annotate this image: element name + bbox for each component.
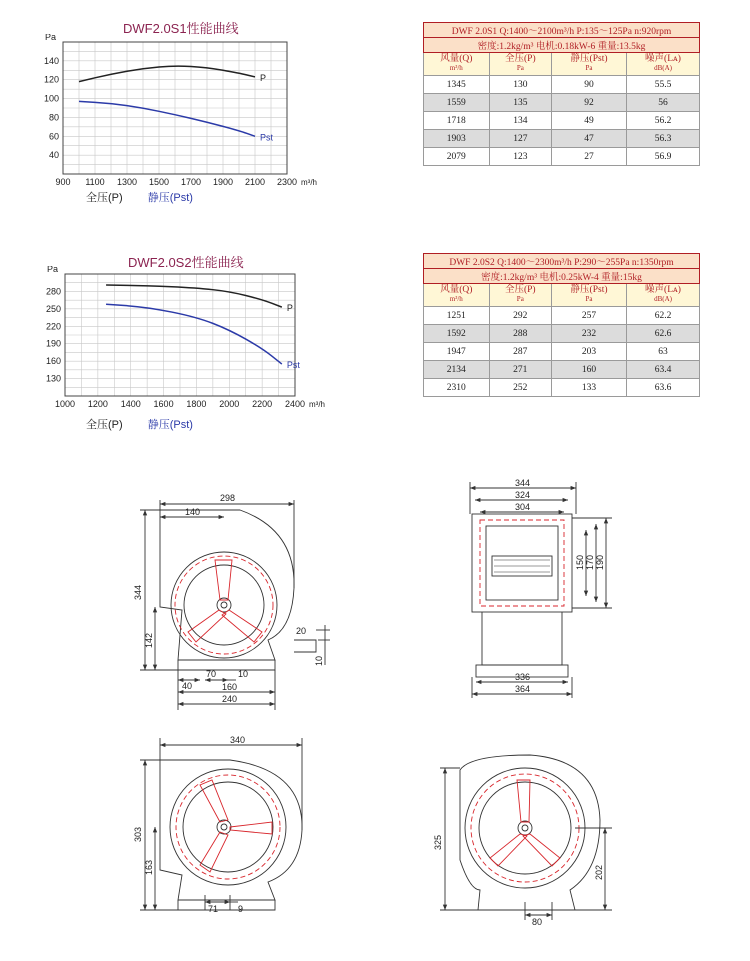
spec-table-s2 <box>423 253 700 397</box>
x-tick-label: 2400 <box>284 399 306 409</box>
x-tick-label: 1700 <box>180 177 202 187</box>
series-label-pst: Pst <box>260 132 274 143</box>
x-unit-label: m³/h <box>301 178 317 187</box>
dim-9: 9 <box>238 904 244 914</box>
dim-170: 170 <box>585 554 595 570</box>
table-row: 2134 271 160 63.4 <box>424 361 700 379</box>
series-label-pst: Pst <box>286 360 300 371</box>
y-tick-label: 130 <box>45 373 61 384</box>
x-tick-label: 1400 <box>120 399 141 409</box>
dim-325: 325 <box>433 834 443 850</box>
chart-s2 <box>30 266 360 424</box>
spec-header-1: DWF 2.0S1 Q:1400～2100m³/h P:135～125Pa n:920rpm <box>424 23 700 38</box>
dim-150: 150 <box>575 554 585 570</box>
y-tick-label: 160 <box>45 356 61 367</box>
dim-336: 336 <box>515 672 531 682</box>
dim-140: 140 <box>185 507 201 517</box>
dim-303: 303 <box>133 826 143 842</box>
dim-304: 304 <box>515 502 531 512</box>
drawing-4-side-view <box>440 755 612 920</box>
col-q: 风量(Q) m³/h <box>424 284 490 307</box>
table-row: 1718 134 49 56.2 <box>424 112 700 130</box>
dim-160: 160 <box>222 682 238 692</box>
legend-pst: 静压(Pst) <box>147 419 193 431</box>
table-row: 2079 123 27 56.9 <box>424 148 700 166</box>
x-tick-label: 2000 <box>219 399 240 409</box>
y-tick-label: 190 <box>45 338 61 349</box>
legend-p: 全压(P) <box>86 192 123 204</box>
spec-header-1: DWF 2.0S2 Q:1400～2300m³/h P:290～255Pa n:1350rpm <box>424 254 700 269</box>
drawing-2-front-view <box>470 482 612 698</box>
spec-header-2: 密度:1.2kg/m³ 电机:0.25kW-4 重量:15kg <box>424 269 700 284</box>
y-tick-label: 100 <box>43 93 59 104</box>
chart-s1-title: DWF2.0S1性能曲线 <box>123 21 239 36</box>
dim-240: 240 <box>222 694 238 704</box>
dim-20: 20 <box>296 626 307 636</box>
table-row: 1592 288 232 62.6 <box>424 325 700 343</box>
x-tick-label: 1300 <box>116 177 138 187</box>
y-tick-label: 120 <box>43 74 59 85</box>
y-tick-label: 60 <box>48 131 59 142</box>
dim-202: 202 <box>594 864 604 880</box>
table-row: 1903 127 47 56.3 <box>424 130 700 148</box>
chart-s2-legend <box>86 416 193 432</box>
y-tick-label: 220 <box>45 321 61 332</box>
spec-table-s1 <box>423 22 700 166</box>
series-label-p: P <box>260 72 267 83</box>
x-tick-label: 1500 <box>148 177 170 187</box>
y-axis-label: Pa <box>45 34 57 42</box>
drawing-1-side-view <box>140 500 330 710</box>
y-tick-label: 280 <box>45 286 61 297</box>
dim-70: 70 <box>206 669 217 679</box>
x-tick-label: 1900 <box>212 177 234 187</box>
x-tick-label: 1000 <box>54 399 76 409</box>
chart-s1-legend <box>86 189 193 205</box>
dim-142: 142 <box>144 632 154 648</box>
col-pst: 静压(Pst) Pa <box>552 284 627 307</box>
dim-40: 40 <box>182 681 193 691</box>
y-tick-label: 250 <box>45 303 61 314</box>
chart-s2-title: DWF2.0S2性能曲线 <box>128 255 244 270</box>
y-tick-label: 80 <box>48 112 59 123</box>
col-q: 风量(Q) m³/h <box>424 53 490 76</box>
table-row: 2310 252 133 63.6 <box>424 379 700 397</box>
col-noise: 噪声(Lᴀ) dB(A) <box>627 284 700 307</box>
dim-80: 80 <box>532 917 543 927</box>
chart-s1 <box>30 34 360 214</box>
y-tick-label: 40 <box>48 150 59 161</box>
col-p: 全压(P) Pa <box>489 284 551 307</box>
series-line-p <box>79 66 255 81</box>
legend-pst: 静压(Pst) <box>147 192 193 204</box>
x-tick-label: 1200 <box>87 399 108 409</box>
y-axis-label: Pa <box>47 266 59 274</box>
table-row: 1947 287 203 63 <box>424 343 700 361</box>
y-tick-label: 140 <box>43 55 59 66</box>
x-tick-label: 1800 <box>186 399 207 409</box>
x-tick-label: 1100 <box>85 177 105 187</box>
col-pst: 静压(Pst) Pa <box>552 53 627 76</box>
drawing-3-side-view <box>140 738 302 910</box>
table-row: 1559 135 92 56 <box>424 94 700 112</box>
series-line-p <box>106 285 282 307</box>
dim-10-right: 10 <box>314 655 324 666</box>
dimension-drawings <box>0 470 750 961</box>
x-tick-label: 2200 <box>252 399 273 409</box>
dim-344-top: 344 <box>515 478 531 488</box>
x-tick-label: 2100 <box>244 177 266 187</box>
x-tick-label: 1600 <box>153 399 174 409</box>
col-noise: 噪声(Lᴀ) dB(A) <box>627 53 700 76</box>
dim-324: 324 <box>515 490 531 500</box>
table-row: 1251 292 257 62.2 <box>424 307 700 325</box>
dim-10: 10 <box>238 669 249 679</box>
dim-298: 298 <box>220 493 236 503</box>
col-p: 全压(P) Pa <box>489 53 551 76</box>
dim-190: 190 <box>595 554 605 570</box>
series-line-pst <box>106 304 282 364</box>
x-tick-label: 900 <box>55 177 71 187</box>
x-unit-label: m³/h <box>309 400 325 409</box>
spec-header-2: 密度:1.2kg/m³ 电机:0.18kW-6 重量:13.5kg <box>424 38 700 53</box>
dim-344: 344 <box>133 584 143 600</box>
series-line-pst <box>79 101 255 136</box>
dim-163: 163 <box>144 859 154 875</box>
dim-71: 71 <box>208 904 219 914</box>
table-row: 1345 130 90 55.5 <box>424 76 700 94</box>
legend-p: 全压(P) <box>86 419 123 431</box>
x-tick-label: 2300 <box>276 177 298 187</box>
dim-340: 340 <box>230 735 246 745</box>
dim-364: 364 <box>515 684 531 694</box>
series-label-p: P <box>286 303 293 314</box>
